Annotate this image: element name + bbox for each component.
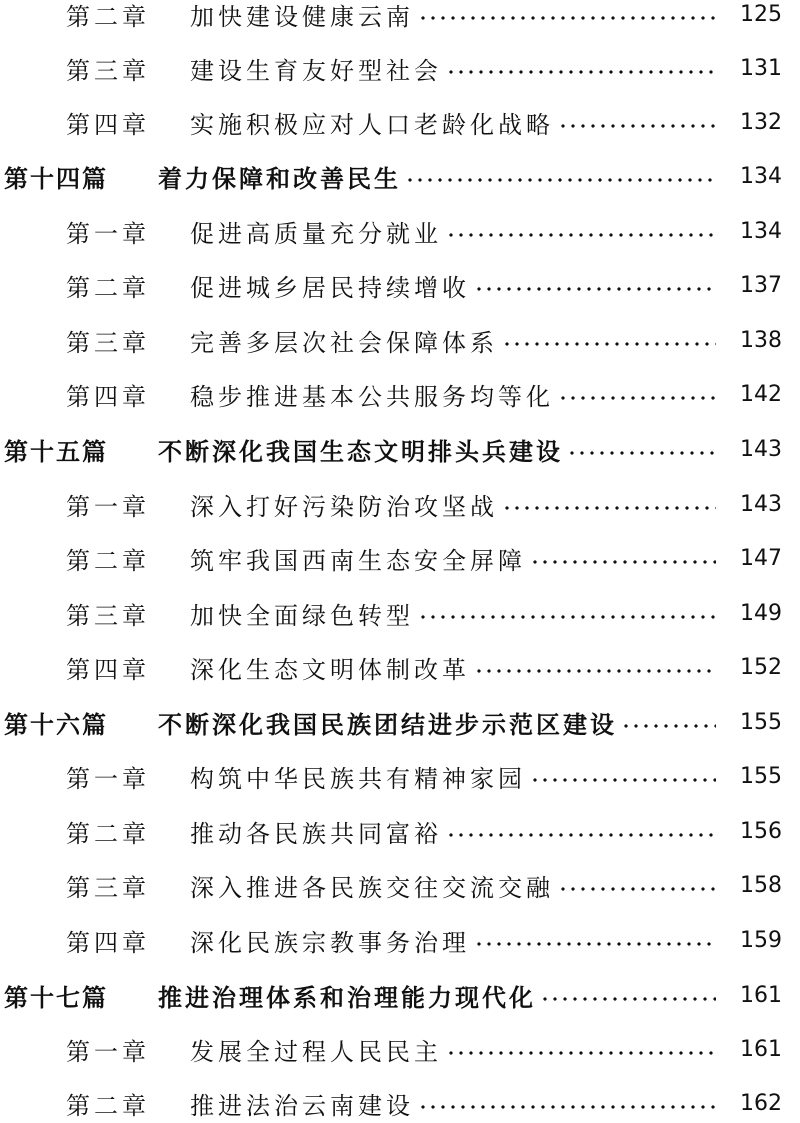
chapter-number: 第一章 bbox=[66, 764, 150, 793]
dot-leader bbox=[567, 451, 716, 455]
chapter-number: 第一章 bbox=[66, 1037, 150, 1066]
chapter-number: 第三章 bbox=[66, 328, 150, 357]
entry-title: 发展全过程人民民主 bbox=[190, 1037, 442, 1066]
chapter-number: 第三章 bbox=[66, 873, 150, 902]
dot-leader bbox=[502, 342, 716, 346]
entry-title: 深化生态文明体制改革 bbox=[190, 655, 470, 684]
dot-leader bbox=[502, 506, 716, 510]
chapter-number: 第一章 bbox=[66, 492, 150, 521]
entry-title: 推动各民族共同富裕 bbox=[190, 819, 442, 848]
dot-leader bbox=[446, 833, 716, 837]
page-number: 138 bbox=[740, 327, 782, 353]
entry-title: 构筑中华民族共有精神家园 bbox=[190, 764, 526, 793]
dot-leader bbox=[418, 615, 716, 619]
entry-title: 促进城乡居民持续增收 bbox=[190, 273, 470, 302]
page-number: 143 bbox=[740, 491, 782, 517]
page-number: 161 bbox=[740, 1036, 782, 1062]
dot-leader bbox=[558, 887, 716, 891]
dot-leader bbox=[446, 70, 716, 74]
dot-leader bbox=[540, 997, 716, 1001]
entry-title: 深入推进各民族交往交流交融 bbox=[190, 873, 554, 902]
dot-leader bbox=[474, 942, 716, 946]
dot-leader bbox=[474, 669, 716, 673]
chapter-number: 第四章 bbox=[66, 382, 150, 411]
toc-entry-chapter[interactable] bbox=[0, 756, 800, 796]
page-number: 134 bbox=[740, 218, 782, 244]
chapter-number: 第二章 bbox=[66, 273, 150, 302]
chapter-number: 第二章 bbox=[66, 2, 150, 31]
toc-entry-chapter[interactable] bbox=[0, 538, 800, 578]
chapter-number: 第四章 bbox=[66, 928, 150, 957]
toc-entry-part[interactable] bbox=[0, 429, 800, 469]
entry-title: 着力保障和改善民生 bbox=[158, 164, 401, 193]
entry-title: 不断深化我国生态文明排头兵建设 bbox=[158, 437, 563, 466]
entry-title: 建设生育友好型社会 bbox=[190, 56, 442, 85]
page-number: 134 bbox=[740, 163, 782, 189]
chapter-number: 第二章 bbox=[66, 819, 150, 848]
part-number: 第十六篇 bbox=[4, 710, 108, 739]
chapter-number: 第三章 bbox=[66, 601, 150, 630]
toc-entry-chapter[interactable] bbox=[0, 0, 800, 34]
chapter-number: 第二章 bbox=[66, 546, 150, 575]
dot-leader bbox=[621, 724, 716, 728]
toc-entry-chapter[interactable] bbox=[0, 265, 800, 305]
part-number: 第十五篇 bbox=[4, 437, 108, 466]
page-number: 142 bbox=[740, 381, 782, 407]
entry-title: 筑牢我国西南生态安全屏障 bbox=[190, 546, 526, 575]
page-number: 159 bbox=[740, 927, 782, 953]
entry-title: 稳步推进基本公共服务均等化 bbox=[190, 382, 554, 411]
part-number: 第十七篇 bbox=[4, 983, 108, 1012]
toc-entry-chapter[interactable] bbox=[0, 647, 800, 687]
toc-entry-chapter[interactable] bbox=[0, 102, 800, 142]
entry-title: 推进治理体系和治理能力现代化 bbox=[158, 983, 536, 1012]
toc-entry-chapter[interactable] bbox=[0, 865, 800, 905]
page-number: 156 bbox=[740, 818, 782, 844]
page-number: 162 bbox=[740, 1090, 782, 1116]
chapter-number: 第一章 bbox=[66, 219, 150, 248]
toc-entry-chapter[interactable] bbox=[0, 48, 800, 88]
toc-entry-chapter[interactable] bbox=[0, 920, 800, 960]
dot-leader bbox=[418, 1105, 716, 1109]
page-number: 137 bbox=[740, 272, 782, 298]
entry-title: 加快建设健康云南 bbox=[190, 2, 414, 31]
dot-leader bbox=[418, 16, 716, 20]
entry-title: 促进高质量充分就业 bbox=[190, 219, 442, 248]
entry-title: 加快全面绿色转型 bbox=[190, 601, 414, 630]
toc-entry-chapter[interactable] bbox=[0, 374, 800, 414]
part-number: 第十四篇 bbox=[4, 164, 108, 193]
toc-entry-chapter[interactable] bbox=[0, 484, 800, 524]
page-number: 155 bbox=[740, 709, 782, 735]
page-number: 152 bbox=[740, 654, 782, 680]
entry-title: 不断深化我国民族团结进步示范区建设 bbox=[158, 710, 617, 739]
toc-entry-chapter[interactable] bbox=[0, 211, 800, 251]
page-number: 161 bbox=[740, 982, 782, 1008]
page-number: 125 bbox=[740, 1, 782, 27]
chapter-number: 第四章 bbox=[66, 655, 150, 684]
toc-entry-chapter[interactable] bbox=[0, 593, 800, 633]
page-number: 155 bbox=[740, 763, 782, 789]
dot-leader bbox=[530, 778, 716, 782]
toc-entry-chapter[interactable] bbox=[0, 1083, 800, 1123]
page-number: 158 bbox=[740, 872, 782, 898]
dot-leader bbox=[446, 233, 716, 237]
entry-title: 推进法治云南建设 bbox=[190, 1091, 414, 1120]
dot-leader bbox=[405, 178, 716, 182]
entry-title: 完善多层次社会保障体系 bbox=[190, 328, 498, 357]
toc-entry-part[interactable] bbox=[0, 975, 800, 1015]
chapter-number: 第三章 bbox=[66, 56, 150, 85]
entry-title: 深入打好污染防治攻坚战 bbox=[190, 492, 498, 521]
toc-entry-chapter[interactable] bbox=[0, 320, 800, 360]
toc-entry-part[interactable] bbox=[0, 702, 800, 742]
entry-title: 实施积极应对人口老龄化战略 bbox=[190, 110, 554, 139]
dot-leader bbox=[446, 1051, 716, 1055]
dot-leader bbox=[474, 287, 716, 291]
entry-title: 深化民族宗教事务治理 bbox=[190, 928, 470, 957]
dot-leader bbox=[558, 396, 716, 400]
dot-leader bbox=[558, 124, 716, 128]
page-number: 149 bbox=[740, 600, 782, 626]
page-number: 143 bbox=[740, 436, 782, 462]
chapter-number: 第四章 bbox=[66, 110, 150, 139]
toc-entry-chapter[interactable] bbox=[0, 1029, 800, 1069]
toc-entry-part[interactable] bbox=[0, 156, 800, 196]
page-number: 131 bbox=[740, 55, 782, 81]
dot-leader bbox=[530, 560, 716, 564]
chapter-number: 第二章 bbox=[66, 1091, 150, 1120]
toc-entry-chapter[interactable] bbox=[0, 811, 800, 851]
page-number: 132 bbox=[740, 109, 782, 135]
page-number: 147 bbox=[740, 545, 782, 571]
